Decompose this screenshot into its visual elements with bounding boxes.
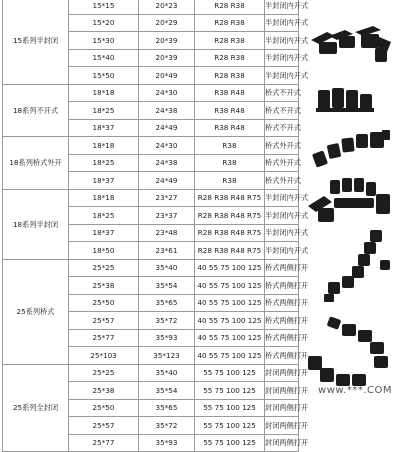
bend-radius-cell: 40 55 75 100 125 — [195, 277, 265, 295]
inner-size-cell: 15*50 — [69, 67, 139, 85]
outer-size-cell: 20*39 — [139, 32, 195, 50]
inner-size-cell: 25*103 — [69, 347, 139, 365]
inner-size-cell: 18*25 — [69, 207, 139, 225]
bend-radius-cell: 40 55 75 100 125 — [195, 259, 265, 277]
chain-25-closed-image — [300, 316, 396, 392]
drag-chain-spec-table — [2, 0, 309, 452]
outer-size-cell: 24*49 — [139, 119, 195, 137]
bend-radius-cell: R28 R38 — [195, 14, 265, 32]
outer-size-cell: 35*72 — [139, 417, 195, 435]
outer-size-cell: 23*48 — [139, 224, 195, 242]
chain-type-cell: 半封闭内开式 — [265, 67, 299, 85]
outer-size-cell: 35*93 — [139, 434, 195, 452]
inner-size-cell: 25*50 — [69, 399, 139, 417]
bend-radius-cell: R38 — [195, 137, 265, 155]
outer-size-cell: 20*23 — [139, 0, 195, 14]
chain-type-cell: 桥式外开式 — [265, 154, 299, 172]
series-name-cell: 18系列不开式 — [3, 84, 69, 137]
chain-type-cell: 桥式不开式 — [265, 102, 299, 120]
chain-type-cell: 桥式不开式 — [265, 84, 299, 102]
chain-type-cell: 桥式不开式 — [265, 119, 299, 137]
inner-size-cell: 25*57 — [69, 417, 139, 435]
bend-radius-cell: R38 — [195, 154, 265, 172]
outer-size-cell: 24*38 — [139, 154, 195, 172]
table-row — [3, 364, 299, 382]
outer-size-cell: 35*93 — [139, 329, 195, 347]
chain-type-cell: 半封闭内开式 — [265, 14, 299, 32]
chain-type-cell: 半封闭内开式 — [265, 207, 299, 225]
inner-size-cell: 18*18 — [69, 137, 139, 155]
outer-size-cell: 35*54 — [139, 382, 195, 400]
chain-type-cell: 半封闭内开式 — [265, 49, 299, 67]
outer-size-cell: 35*54 — [139, 277, 195, 295]
table-row — [3, 84, 299, 102]
bend-radius-cell: 55 75 100 125 — [195, 434, 265, 452]
outer-size-cell: 20*49 — [139, 67, 195, 85]
inner-size-cell: 18*37 — [69, 224, 139, 242]
chain-type-cell: 半封闭内开式 — [265, 242, 299, 260]
inner-size-cell: 18*25 — [69, 154, 139, 172]
outer-size-cell: 23*27 — [139, 189, 195, 207]
bend-radius-cell: 55 75 100 125 — [195, 364, 265, 382]
outer-size-cell: 20*39 — [139, 49, 195, 67]
inner-size-cell: 25*25 — [69, 259, 139, 277]
outer-size-cell: 35*123 — [139, 347, 195, 365]
outer-size-cell: 24*38 — [139, 102, 195, 120]
outer-size-cell: 23*61 — [139, 242, 195, 260]
series-name-cell: 18系列半封闭 — [3, 189, 69, 259]
outer-size-cell: 35*40 — [139, 259, 195, 277]
chain-type-cell: 桥式两侧打开 — [265, 259, 299, 277]
bend-radius-cell: R28 R38 R48 R75 — [195, 189, 265, 207]
inner-size-cell: 15*20 — [69, 14, 139, 32]
chain-type-cell: 桥式两侧打开 — [265, 294, 299, 312]
inner-size-cell: 18*18 — [69, 189, 139, 207]
inner-size-cell: 15*30 — [69, 32, 139, 50]
inner-size-cell: 15*15 — [69, 0, 139, 14]
chain-type-cell: 封闭两侧打开 — [265, 417, 299, 435]
inner-size-cell: 25*77 — [69, 434, 139, 452]
table-row — [3, 259, 299, 277]
outer-size-cell: 24*49 — [139, 172, 195, 190]
bend-radius-cell: 40 55 75 100 125 — [195, 312, 265, 330]
chain-25-bridge-image — [318, 228, 398, 304]
chain-18-bridge-image — [312, 84, 382, 118]
left-edge — [0, 0, 2, 400]
bend-radius-cell: R28 R38 — [195, 67, 265, 85]
bend-radius-cell: 40 55 75 100 125 — [195, 329, 265, 347]
series-name-cell: 15系列半封闭 — [3, 0, 69, 84]
bend-radius-cell: R28 R38 R48 R75 — [195, 242, 265, 260]
outer-size-cell: 24*30 — [139, 84, 195, 102]
outer-size-cell: 35*65 — [139, 294, 195, 312]
series-name-cell: 25系列桥式 — [3, 259, 69, 364]
outer-size-cell: 35*72 — [139, 312, 195, 330]
table-row — [3, 0, 299, 14]
bend-radius-cell: R38 R48 — [195, 119, 265, 137]
bend-radius-cell: R28 R38 R48 R75 — [195, 207, 265, 225]
inner-size-cell: 18*25 — [69, 102, 139, 120]
chain-type-cell: 封闭两侧打开 — [265, 382, 299, 400]
bend-radius-cell: R28 R38 — [195, 32, 265, 50]
chain-type-cell: 封闭两侧打开 — [265, 434, 299, 452]
chain-type-cell: 半封闭内开式 — [265, 189, 299, 207]
outer-size-cell: 35*40 — [139, 364, 195, 382]
inner-size-cell: 25*57 — [69, 312, 139, 330]
bend-radius-cell: 55 75 100 125 — [195, 417, 265, 435]
inner-size-cell: 15*40 — [69, 49, 139, 67]
bend-radius-cell: R28 R38 — [195, 49, 265, 67]
outer-size-cell: 20*29 — [139, 14, 195, 32]
outer-size-cell: 23*37 — [139, 207, 195, 225]
chain-type-cell: 封闭两侧打开 — [265, 399, 299, 417]
bend-radius-cell: 55 75 100 125 — [195, 399, 265, 417]
chain-type-cell: 封闭两侧打开 — [265, 364, 299, 382]
spec-table-body — [3, 0, 309, 452]
series-name-cell: 25系列全封闭 — [3, 364, 69, 452]
inner-size-cell: 25*77 — [69, 329, 139, 347]
inner-size-cell: 25*50 — [69, 294, 139, 312]
chain-type-cell: 桥式两侧打开 — [265, 347, 299, 365]
inner-size-cell: 18*37 — [69, 172, 139, 190]
inner-size-cell: 25*25 — [69, 364, 139, 382]
chain-type-cell: 半封闭内开式 — [265, 224, 299, 242]
chain-type-cell: 桥式两侧打开 — [265, 329, 299, 347]
chain-15-half-closed-image — [305, 22, 395, 68]
bend-radius-cell: R38 R48 — [195, 84, 265, 102]
chain-18-half-closed-image — [304, 176, 396, 228]
chain-type-cell: 半封闭内开式 — [265, 0, 299, 14]
table-row — [3, 137, 299, 155]
chain-type-cell: 桥式两侧打开 — [265, 277, 299, 295]
series-name-cell: 18系列桥式外开 — [3, 137, 69, 190]
outer-size-cell: 35*65 — [139, 399, 195, 417]
chain-type-cell: 桥式外开式 — [265, 137, 299, 155]
inner-size-cell: 25*38 — [69, 382, 139, 400]
chain-type-cell: 桥式两侧打开 — [265, 312, 299, 330]
inner-size-cell: 18*18 — [69, 84, 139, 102]
chain-18-bridge-open-image — [306, 124, 396, 174]
inner-size-cell: 18*37 — [69, 119, 139, 137]
table-row — [3, 189, 299, 207]
bend-radius-cell: R38 R48 — [195, 102, 265, 120]
bend-radius-cell: 40 55 75 100 125 — [195, 294, 265, 312]
bend-radius-cell: 55 75 100 125 — [195, 382, 265, 400]
watermark-text: www.***.COM — [318, 385, 392, 396]
outer-size-cell: 24*30 — [139, 137, 195, 155]
bend-radius-cell: R38 — [195, 172, 265, 190]
bend-radius-cell: R28 R38 — [195, 0, 265, 14]
chain-type-cell: 半封闭内开式 — [265, 32, 299, 50]
chain-type-cell: 桥式外开式 — [265, 172, 299, 190]
inner-size-cell: 25*38 — [69, 277, 139, 295]
bend-radius-cell: R28 R38 R48 R75 — [195, 224, 265, 242]
inner-size-cell: 18*50 — [69, 242, 139, 260]
bend-radius-cell: 40 55 75 100 125 — [195, 347, 265, 365]
